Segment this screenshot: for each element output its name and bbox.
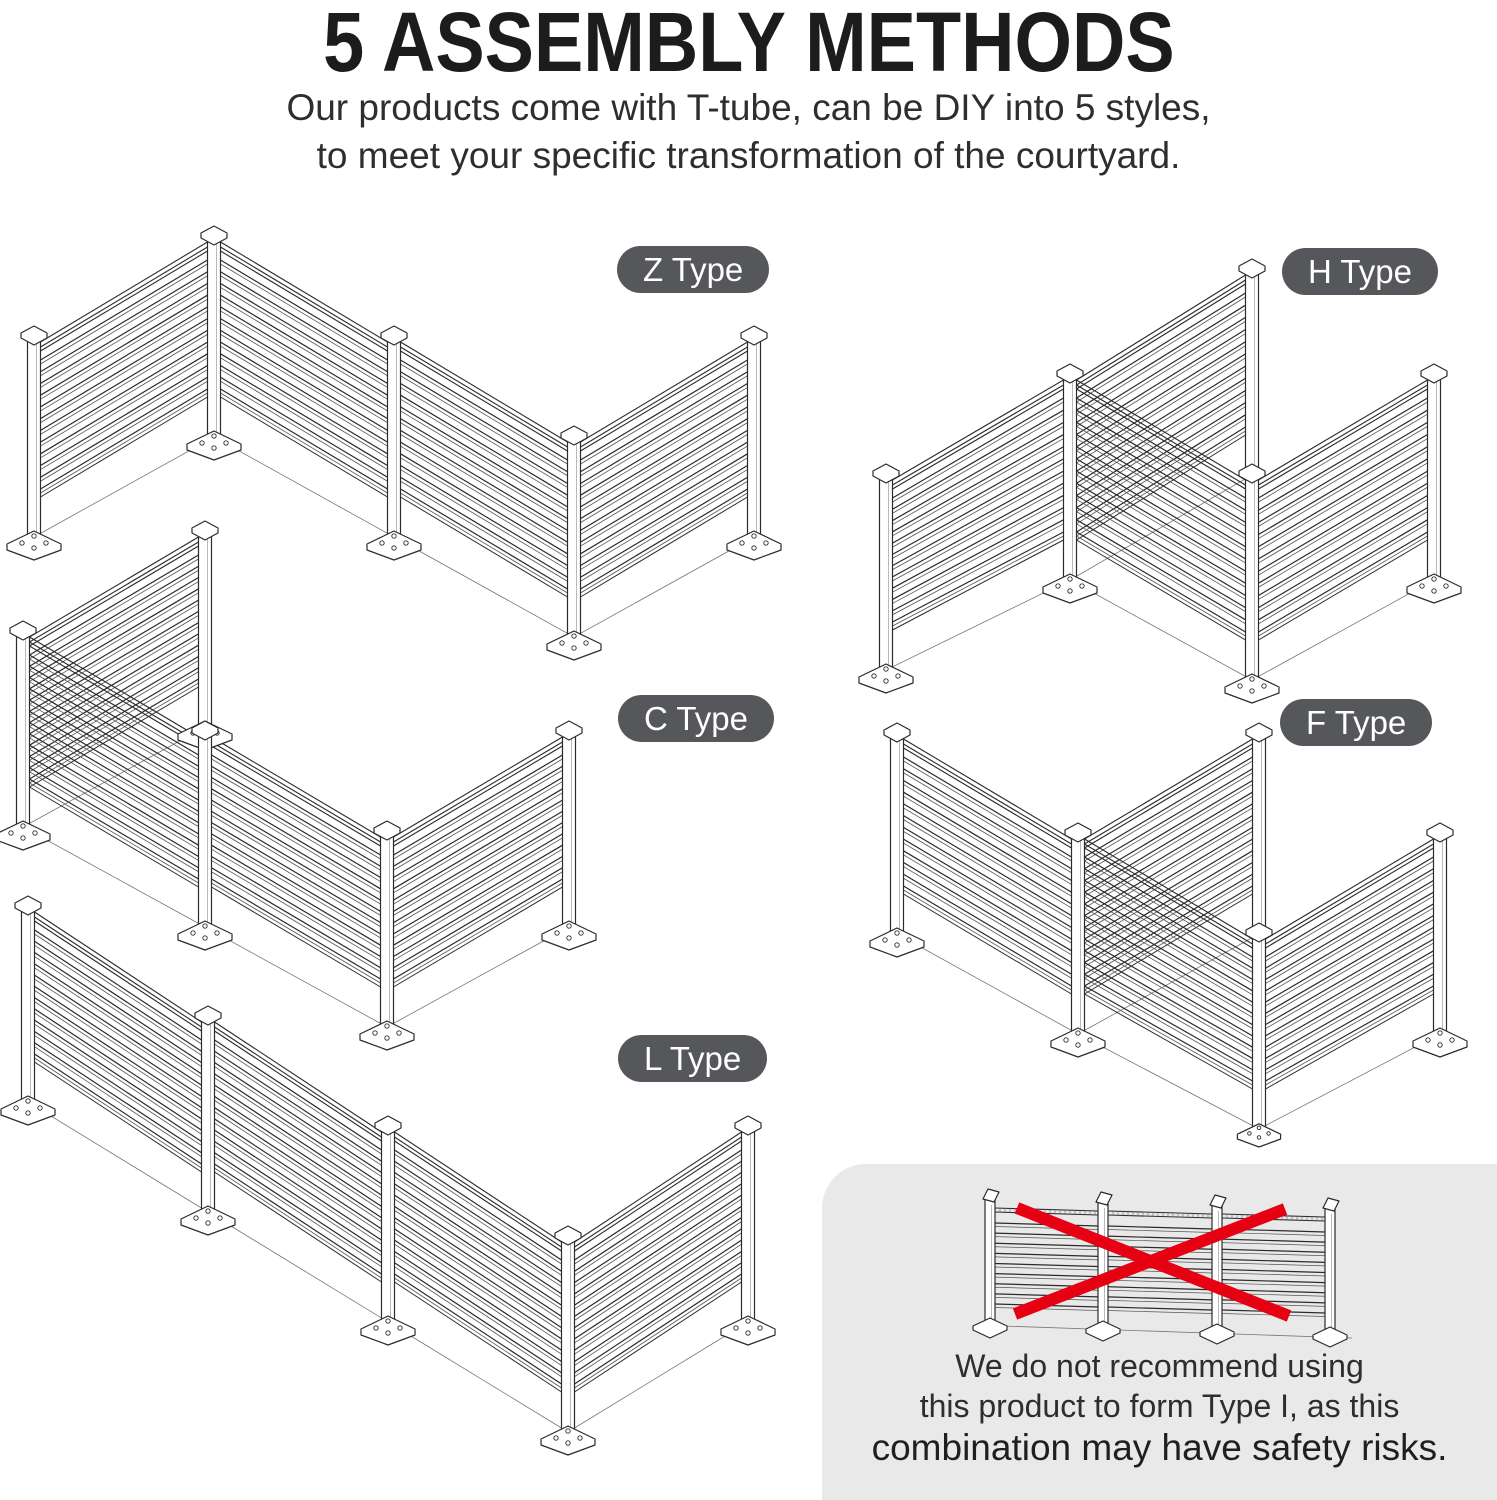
warning-line-2: this product to form Type I, as this (919, 1388, 1400, 1424)
warning-line-1: We do not recommend using (955, 1348, 1364, 1384)
type-badge-h: H Type (1282, 248, 1438, 295)
fence-f-type (870, 723, 1467, 1147)
warning-line-3: combination may have safety risks. (871, 1427, 1448, 1468)
subtitle-line-1: Our products come with T-tube, can be DIY into 5 styles, (286, 87, 1211, 128)
type-badge-c: C Type (618, 695, 774, 742)
fence-h-type (859, 259, 1461, 703)
type-badge-f: F Type (1280, 699, 1432, 746)
type-badge-l: L Type (618, 1035, 767, 1082)
type-badge-z: Z Type (617, 246, 769, 293)
warning-caption (822, 1346, 1497, 1470)
page-subtitle (0, 84, 1497, 180)
fence-l-type (1, 896, 775, 1455)
page-title-text: 5 ASSEMBLY METHODS (322, 0, 1175, 89)
subtitle-line-2: to meet your specific transformation of the courtyard. (316, 135, 1181, 176)
fence-c-type (0, 521, 596, 1050)
page-title (0, 0, 1497, 91)
